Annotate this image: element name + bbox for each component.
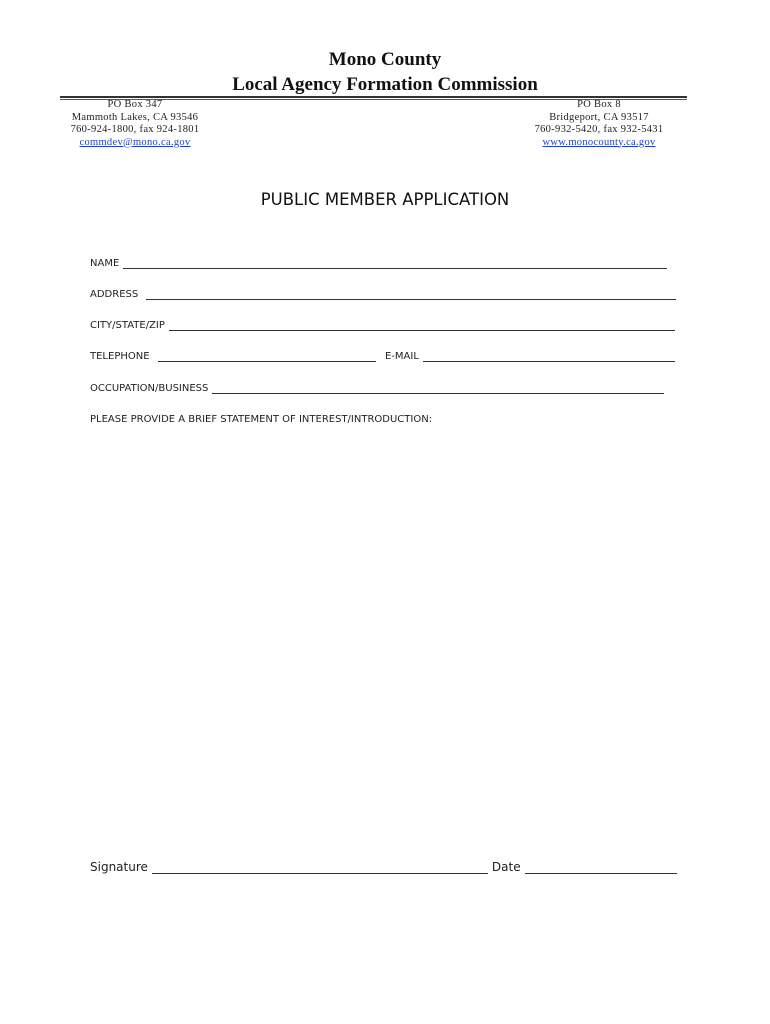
signature-input-line[interactable] — [152, 861, 488, 874]
date-label: Date — [491, 860, 521, 874]
org-name: Mono County — [328, 49, 442, 70]
signature-label: Signature — [90, 860, 148, 874]
address-right-line1: PO Box 8 — [577, 99, 621, 110]
address-left-phone: 760-924-1800, fax 924-1801 — [70, 124, 200, 135]
address-left-line2: Mammoth Lakes, CA 93546 — [71, 111, 199, 123]
name-input-line[interactable] — [123, 258, 667, 269]
address-left-line1: PO Box 347 — [107, 99, 163, 110]
name-label: NAME — [90, 258, 120, 269]
signature-row — [90, 860, 681, 874]
name-field — [90, 258, 667, 269]
email-label: E-MAIL — [385, 351, 419, 362]
telephone-input-line[interactable] — [158, 351, 376, 362]
occupation-field — [90, 383, 664, 394]
statement-label: PLEASE PROVIDE A BRIEF STATEMENT OF INTEREST/INTRODUCTION: — [90, 414, 433, 425]
form-title: PUBLIC MEMBER APPLICATION — [260, 190, 510, 209]
email-input-line[interactable] — [423, 351, 675, 362]
address-right-phone: 760-932-5420, fax 932-5431 — [534, 124, 664, 135]
header-rule-thick — [60, 96, 687, 98]
address-input-line[interactable] — [146, 289, 676, 300]
occupation-label: OCCUPATION/BUSINESS — [90, 383, 209, 394]
email-field — [385, 351, 675, 362]
bridgeport-office-address — [526, 99, 672, 149]
statement-prompt — [90, 414, 432, 425]
address-label: ADDRESS — [90, 289, 139, 300]
occupation-input-line[interactable] — [212, 383, 664, 394]
telephone-field — [90, 351, 376, 362]
mammoth-office-address — [60, 99, 210, 149]
commission-name: Local Agency Formation Commission — [232, 74, 538, 95]
city-state-zip-field — [90, 320, 675, 331]
telephone-label: TELEPHONE — [90, 351, 150, 362]
city-state-zip-label: CITY/STATE/ZIP — [90, 320, 165, 331]
email-link[interactable]: commdev@mono.ca.gov — [79, 136, 191, 148]
city-state-zip-input-line[interactable] — [169, 320, 675, 331]
address-right-line2: Bridgeport, CA 93517 — [549, 111, 649, 123]
address-field — [90, 289, 676, 300]
website-link[interactable]: www.monocounty.ca.gov — [542, 136, 656, 148]
date-input-line[interactable] — [525, 861, 677, 874]
